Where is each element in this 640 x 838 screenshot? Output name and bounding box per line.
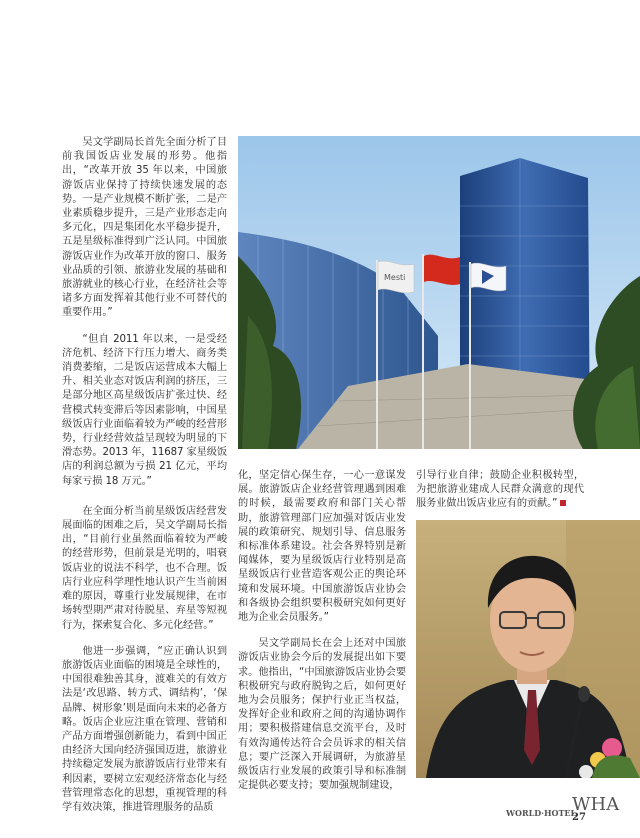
article-paragraph: “但自 2011 年以来，一是受经济危机、经济下行压力增大、商务类消费萎缩，二是饭店运营成本大幅上升、相关业态对饭店利润的挤压，三是部分地区高星级饭店扩张过快、经营模式转变滞后等因素影响，中国星级饭店行业面临着较为严峻的经营形势，行业经营效益呈现较为明显的下滑态势。2013 年，11687 家星级饭店的利润总额为亏损 21 亿元，平均每家亏损 18 万元。” <box>62 333 227 487</box>
speaker-portrait-photo <box>416 520 640 778</box>
article-paragraph: 在全面分析当前星级饭店经营发展面临的困难之后，吴文学副局长指出，“目前行业虽然面临着较为严峻的经营形势，但前景是光明的，唱衰饭店业的说法不科学，也不合理。饭店行业应科学理性地认识产生当前困难的原因，尊重行业发展规律，在市场转型期严肃对待脱星、弃星等短视行为，探索复合化、多元化经营。” <box>62 505 227 631</box>
article-paragraph: 他进一步强调，“应正确认识到旅游饭店业面临的困境是全球性的，中国很难独善其身，渡难关的有效方法是‘改思路、转方式、调结构’，‘保品牌、树形象’则是面向未来的必备方略。饭店企业应注重在管理、营销和产品方面增强创新能力，看到中国正由经济大国向经济强国迈进，旅游业持续稳定发展为旅游饭店行业带来有利因素，要树立宏观经济常态化与经营管理常态化的思想，重视管理的科学有效决策，推进管理服务的品质 <box>62 645 227 813</box>
article-column-1 <box>62 136 227 827</box>
article-column-3 <box>416 469 584 524</box>
article-paragraph: 化，坚定信心保生存，一心一意谋发展。旅游饭店企业经营管理遇到困难的时候，最需要政府和部门关心帮助，旅游管理部门应加强对饭店业发展的政策研究、规划引导、信息服务和标准体系建设。社会各界特别是新闻媒体，要为星级饭店行业特别是高星级饭店行业营造客观公正的舆论环境和发展环境。中国旅游饭店业协会和各级协会组织要积极研究如何更好地为企业会员服务。” <box>238 470 406 624</box>
page-number: 27 <box>572 812 586 823</box>
end-mark-icon <box>560 500 566 506</box>
flag-label: Mesti <box>384 273 406 282</box>
article-column-2 <box>238 469 406 805</box>
hotel-building-photo <box>238 136 640 449</box>
article-paragraph: 吴文学副局长首先全面分析了目前我国饭店业发展的形势。他指出，“改革开放 35 年以来，中国旅游饭店业保持了持续快速发展的态势。一是产业规模不断扩张，二是产业素质稳步提升，三是产业形态走向多元化，四是集团化水平稳步提升，五是星级标准得到广泛认同。中国旅游饭店业作为改革开放的窗口、服务业品质的引领、旅游业发展的基础和旅游就业的核心行业，在经济社会等诸多方面发挥着其他行业不可替代的重要作用。” <box>62 137 227 319</box>
article-paragraph: 吴文学副局长在会上还对中国旅游饭店业协会今后的发展提出如下要求。他指出，“中国旅游饭店业协会要积极研究与政府脱钩之后，如何更好地为会员服务；保护行业正当权益，发挥好企业和政府之间的沟通协调作用；要积极搭建信息交流平台，及时有效沟通传达符合会员诉求的相关信息；要广泛深入开展调研，为旅游星级饭店行业发展的政策引导和标准制定提供必要支持；要加强规制建设， <box>238 638 406 792</box>
article-paragraph: 引导行业自律；鼓励企业积极转型，为把旅游业建成人民群众满意的现代服务业做出饭店业应有的贡献。” <box>416 470 584 510</box>
page-footer <box>0 790 640 838</box>
magazine-brand-small: WORLD·HOTEL <box>506 808 577 818</box>
magazine-brand-large: WHA <box>572 794 620 815</box>
